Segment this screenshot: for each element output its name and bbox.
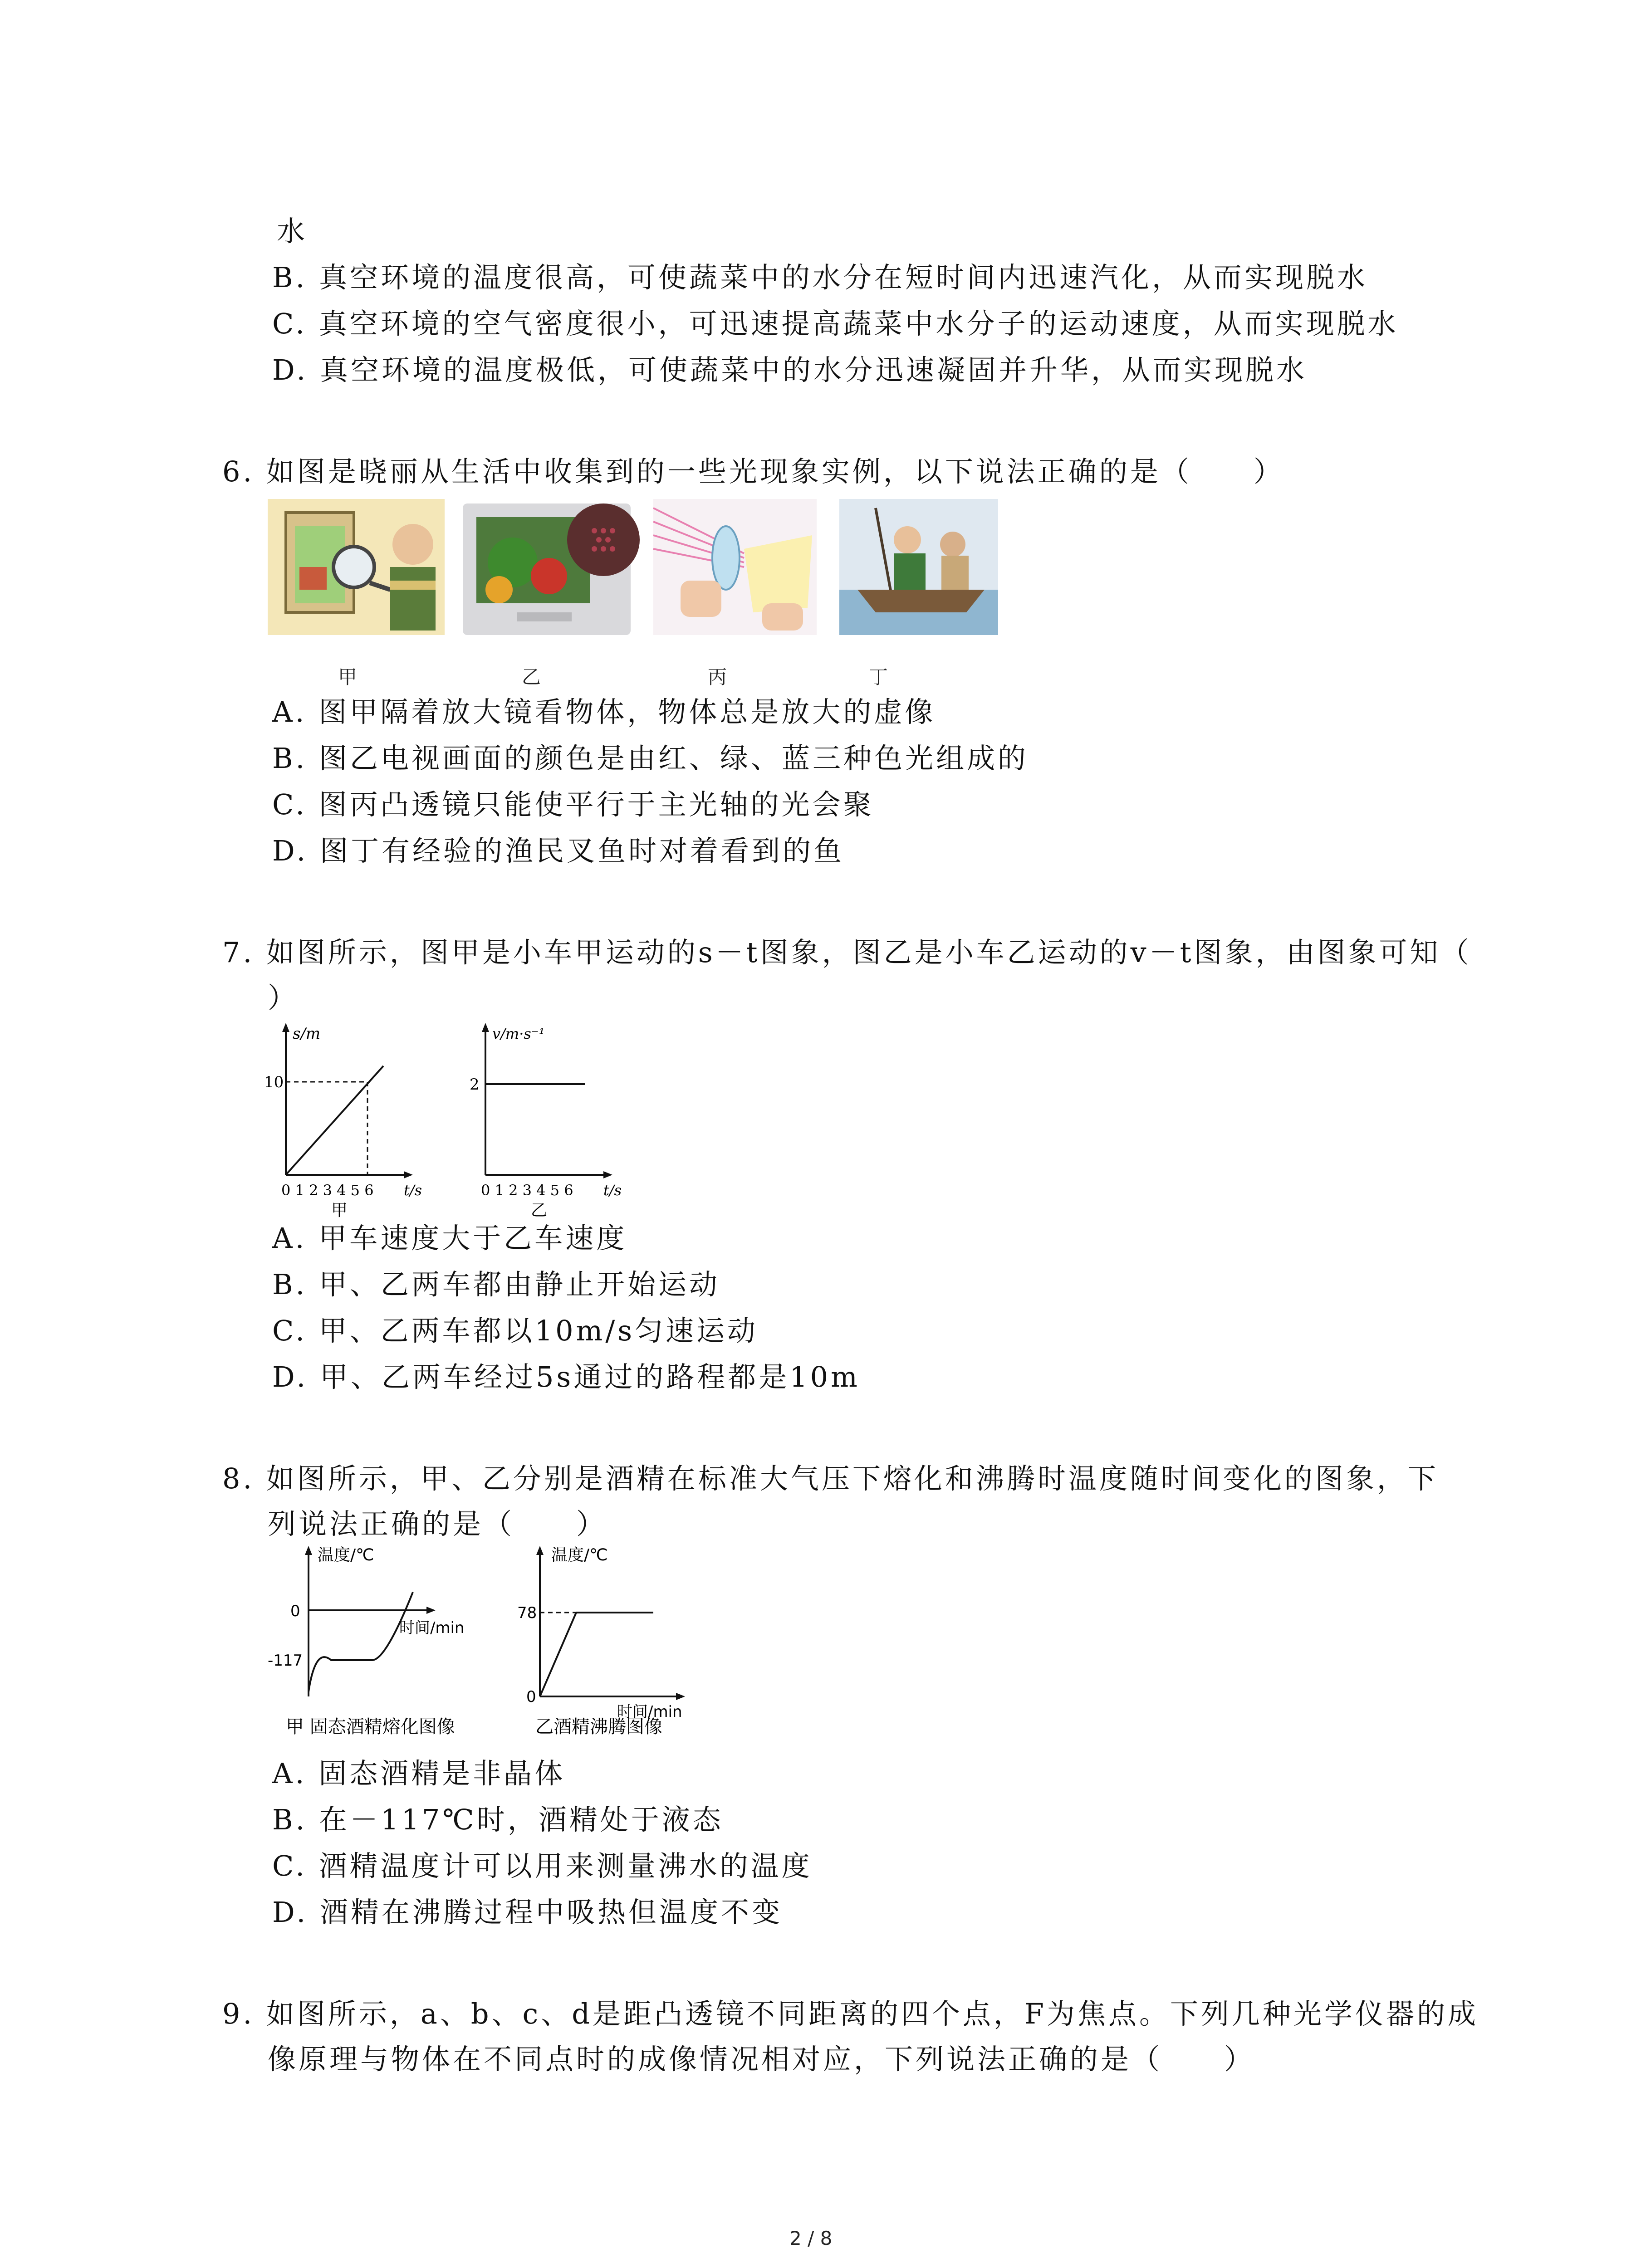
q8-graph-jia-ylabel: 温度/℃ [318,1546,374,1564]
q7-graph-yi-ytick: 2 [470,1075,480,1094]
q5-option-d: D. 真空环境的温度极低，可使蔬菜中的水分迅速凝固并升华，从而实现脱水 [272,353,1307,386]
q8-figure [263,1542,762,1751]
q7-graph-yi-xlabel: t/s [603,1182,622,1199]
q8-graph-jia-xlabel: 时间/min [399,1619,465,1637]
q8-graph-yi-xlabel: 时间/min [617,1703,682,1721]
q6-picture-jia [268,499,445,635]
q8-graph-yi-ylabel: 温度/℃ [551,1546,608,1564]
q8-option-b: B. 在－117℃时，酒精处于液态 [272,1803,724,1836]
q8-graph-yi-caption: 乙酒精沸腾图像 [535,1716,662,1737]
q6-picture-yi [463,503,640,635]
q7-graph-jia-xlabel: t/s [404,1182,422,1199]
q6-caption-bing: 丙 [708,666,727,688]
q7-graph-jia [264,1023,422,1220]
q6-picture-ding [839,499,998,635]
q8-graph-yi-tick-origin: 0 [526,1688,536,1706]
q7-option-c: C. 甲、乙两车都以10m/s匀速运动 [272,1314,759,1347]
q6-option-b: B. 图乙电视画面的颜色是由红、绿、蓝三种色光组成的 [272,742,1029,775]
q7-graph-yi [470,1023,622,1220]
q6-option-a: A. 图甲隔着放大镜看物体，物体总是放大的虚像 [272,695,936,728]
q7-figure [254,1021,662,1220]
q6-option-d: D. 图丁有经验的渔民叉鱼时对着看到的鱼 [272,834,844,867]
q8-option-d: D. 酒精在沸腾过程中吸热但温度不变 [272,1896,783,1929]
q8-graph-yi [517,1546,685,1737]
q7-option-d: D. 甲、乙两车经过5s通过的路程都是10m [272,1360,860,1393]
q7-graph-jia-xticks: 0 1 2 3 4 5 6 [281,1182,374,1199]
q6-caption-jia: 甲 [338,666,358,688]
q5-option-c: C. 真空环境的空气密度很小，可迅速提高蔬菜中水分子的运动速度，从而实现脱水 [272,307,1399,340]
q8-option-a: A. 固态酒精是非晶体 [272,1757,566,1790]
q7-stem-line2: ） [268,981,299,1014]
q7-option-b: B. 甲、乙两车都由静止开始运动 [272,1268,720,1301]
q7-graph-jia-caption: 甲 [331,1201,348,1220]
q8-graph-yi-tick-top: 78 [517,1604,537,1622]
q6-option-c: C. 图丙凸透镜只能使平行于主光轴的光会聚 [272,788,874,821]
q8-option-c: C. 酒精温度计可以用来测量沸水的温度 [272,1849,813,1882]
q7-graph-yi-caption: 乙 [531,1201,548,1220]
q9-stem-line2: 像原理与物体在不同点时的成像情况相对应，下列说法正确的是（ ） [268,2043,1255,2076]
q9-stem-line1: 9. 如图所示，a、b、c、d是距凸透镜不同距离的四个点，F为焦点。下列几种光学仪器的成 [222,1997,1479,2030]
q6-figure [268,499,1175,640]
q7-stem-line1: 7. 如图所示，图甲是小车甲运动的s－t图象，图乙是小车乙运动的v－t图象，由图象可知（ [222,936,1472,969]
q8-graph-jia-caption: 甲 固态酒精熔化图像 [286,1716,455,1737]
q7-graph-jia-ytick: 10 [264,1073,284,1091]
q6-caption-yi: 乙 [522,666,541,688]
q5-stem-tail: 水 [277,215,308,248]
q5-option-b: B. 真空环境的温度很高，可使蔬菜中的水分在短时间内迅速汽化，从而实现脱水 [272,261,1368,294]
page-number: 2 / 8 [789,2227,833,2249]
q7-graph-yi-xticks: 0 1 2 3 4 5 6 [481,1182,573,1199]
q8-graph-jia-tick-low: -117 [268,1652,303,1670]
q6-picture-bing [653,499,817,635]
q6-stem: 6. 如图是晓丽从生活中收集到的一些光现象实例，以下说法正确的是（ ） [222,455,1284,488]
q7-graph-jia-ylabel: s/m [293,1025,321,1043]
q8-graph-jia-tick-top: 0 [290,1602,300,1620]
q7-option-a: A. 甲车速度大于乙车速度 [272,1222,627,1255]
q8-stem-line1: 8. 如图所示，甲、乙分别是酒精在标准大气压下熔化和沸腾时温度随时间变化的图象，下 [222,1462,1439,1495]
q8-stem-line2: 列说法正确的是（ ） [268,1507,607,1540]
q8-graph-jia [268,1546,465,1737]
q7-graph-yi-ylabel: v/m·s⁻¹ [492,1025,545,1042]
q6-caption-ding: 丁 [869,666,888,688]
